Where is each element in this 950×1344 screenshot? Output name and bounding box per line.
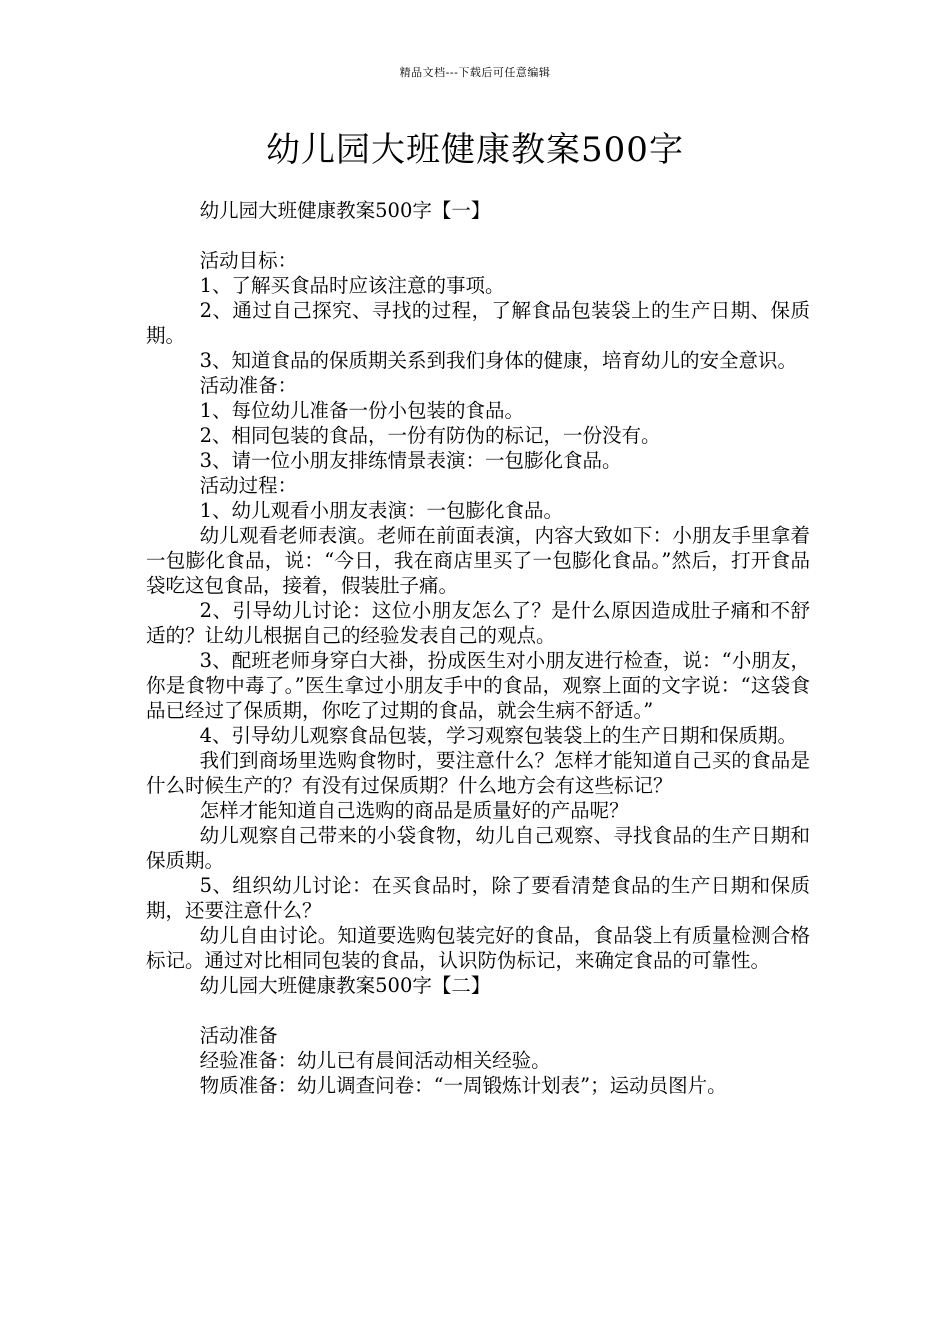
paragraph: 2、引导幼儿讨论：这位小朋友怎么了？是什么原因造成肚子痛和不舒适的？让幼儿根据自己的经验发表自己的观点。 — [146, 599, 810, 647]
paragraph: 2、相同包装的食品，一份有防伪的标记，一份没有。 — [199, 424, 661, 447]
paragraph: 物质准备：幼儿调查问卷：“一周锻炼计划表”；运动员图片。 — [199, 1074, 727, 1097]
paragraph: 我们到商场里选购食物时，要注意什么？怎样才能知道自己买的食品是什么时候生产的？有没有过保质期？什么地方会有这些标记？ — [146, 749, 810, 797]
paragraph: 幼儿自由讨论。知道要选购包装完好的食品，食品袋上有质量检测合格标记。通过对比相同包装的食品，认识防伪标记，来确定食品的可靠性。 — [146, 924, 810, 972]
paragraph: 3、知道食品的保质期关系到我们身体的健康，培育幼儿的安全意识。 — [199, 349, 798, 372]
paragraph: 2、通过自己探究、寻找的过程，了解食品包装袋上的生产日期、保质期。 — [146, 299, 810, 347]
section-heading-2: 幼儿园大班健康教案500字【二】 — [199, 974, 491, 997]
paragraph: 活动准备 — [199, 1024, 278, 1047]
paragraph: 5、组织幼儿讨论：在买食品时，除了要看清楚食品的生产日期和保质期，还要注意什么？ — [146, 874, 810, 922]
paragraph: 3、配班老师身穿白大褂，扮成医生对小朋友进行检查，说：“小朋友，你是食物中毒了。”医生拿过小朋友手中的食品，观察上面的文字说：“这袋食品已经过了保质期，你吃了过期的食品，就会生病不舒适。” — [146, 649, 810, 722]
paragraph: 1、幼儿观看小朋友表演：一包膨化食品。 — [199, 499, 564, 522]
paragraph: 怎样才能知道自己选购的商品是质量好的产品呢？ — [199, 799, 629, 822]
section-heading-1: 幼儿园大班健康教案500字【一】 — [199, 199, 491, 222]
paragraph: 幼儿观察自己带来的小袋食物，幼儿自己观察、寻找食品的生产日期和保质期。 — [146, 824, 810, 872]
paragraph: 活动准备： — [199, 374, 298, 397]
paragraph: 1、了解买食品时应该注意的事项。 — [199, 274, 505, 297]
paragraph: 4、引导幼儿观察食品包装，学习观察包装袋上的生产日期和保质期。 — [199, 724, 798, 747]
header-note: 精品文档---下载后可任意编辑 — [399, 66, 551, 79]
paragraph: 活动目标： — [199, 249, 298, 272]
paragraph: 3、请一位小朋友排练情景表演：一包膨化食品。 — [199, 449, 622, 472]
paragraph: 经验准备：幼儿已有晨间活动相关经验。 — [199, 1049, 551, 1072]
paragraph: 幼儿观看老师表演。老师在前面表演，内容大致如下：小朋友手里拿着一包膨化食品，说：“今日，我在商店里买了一包膨化食品。”然后，打开食品袋吃这包食品，接着，假装肚子痛。 — [146, 524, 810, 597]
document-body — [146, 198, 810, 1098]
paragraph: 1、每位幼儿准备一份小包装的食品。 — [199, 399, 525, 422]
paragraph: 活动过程： — [199, 474, 298, 497]
document-title: 幼儿园大班健康教案500字 — [266, 130, 684, 170]
